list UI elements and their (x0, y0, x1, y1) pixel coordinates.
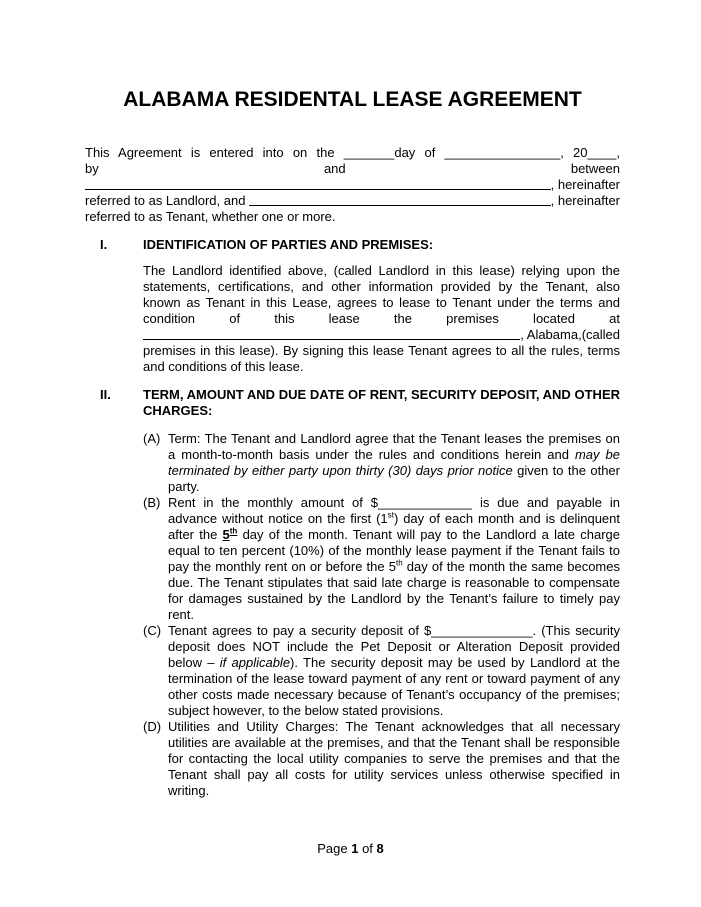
called-label: (called (581, 327, 620, 343)
intro-line-date: This Agreement is entered into on the _______day of ________________, 20____, (85, 145, 620, 161)
section-2-items (143, 431, 620, 799)
intro-line-tenant-note: referred to as Tenant, whether one or more. (85, 209, 336, 225)
clause-security-deposit-text: Tenant agrees to pay a security deposit of $______________. (This security deposit does NOT include the Pet Deposit or Alteration Deposit provided below – if applicable). The security deposit may be used by Landlord at the termination of the lease toward payment of any rent or toward payment of any other costs made necessary because of Tenant’s occupancy of the premises; subject however, to the below stated provisions. (168, 623, 620, 719)
premises-address-blank (143, 339, 520, 340)
intro-line-tenant-blank (85, 193, 620, 209)
intro-and-label: and (323, 161, 346, 177)
section-1-number: I. (100, 237, 108, 253)
clause-term (143, 431, 620, 495)
referred-landlord-label: referred to as Landlord, and (85, 193, 250, 209)
clause-utilities-text: Utilities and Utility Charges: The Tenant acknowledges that all necessary utilities are available at the premises, and that the Tenant shall be responsible for contacting the local utility companies to serve the premises and that the Tenant shall pay all costs for utility services unless otherwise specified in writing. (168, 719, 620, 799)
document-title: ALABAMA RESIDENTAL LEASE AGREEMENT (123, 88, 582, 111)
section-2-number: II. (100, 387, 111, 403)
alabama-label: , Alabama, (520, 327, 582, 343)
clause-term-text: Term: The Tenant and Landlord agree that the Tenant leases the premises on a month-to-month basis under the rules and conditions herein and may be terminated by either party upon thirty (30) days prior notice given to the other party. (168, 431, 620, 495)
intro-between-label: between (570, 161, 620, 177)
section-2-title: TERM, AMOUNT AND DUE DATE OF RENT, SECURITY DEPOSIT, AND OTHER CHARGES: (143, 387, 620, 419)
clause-term-label: (A) (143, 431, 161, 447)
clause-security-deposit-label: (C) (143, 623, 162, 639)
intro-line-landlord-blank (85, 177, 620, 193)
hereinafter-label-1: , hereinafter (550, 177, 620, 193)
clause-utilities (143, 719, 620, 799)
clause-utilities-label: (D) (143, 719, 162, 735)
intro-by-label: by (85, 161, 99, 177)
section-1-title: IDENTIFICATION OF PARTIES AND PREMISES: (143, 237, 434, 253)
intro-line-parties (85, 161, 620, 177)
page-number-footer: Page 1 of 8 (317, 841, 384, 856)
section-1-body (143, 263, 620, 375)
clause-rent (143, 495, 620, 623)
clause-security-deposit (143, 623, 620, 719)
tenant-name-blank (249, 205, 551, 206)
clause-rent-label: (B) (143, 495, 161, 511)
section-2-heading (100, 387, 620, 419)
section-1-paragraph-2: premises in this lease). By signing this lease Tenant agrees to all the rules, terms and conditions of this lease. (143, 343, 620, 375)
landlord-name-blank (85, 189, 551, 190)
hereinafter-label-2: , hereinafter (550, 193, 620, 209)
intro-paragraph (85, 145, 620, 225)
section-1-paragraph-1: The Landlord identified above, (called Landlord in this lease) relying upon the statements, certifications, and other information provided by the Tenant, also known as Tenant in this Lease, agrees to lease to Tenant under the terms and condition of this lease the premises located at (143, 263, 620, 327)
section-1-heading (100, 237, 620, 253)
section-1-address-line (143, 327, 620, 343)
clause-rent-text: Rent in the monthly amount of $_____________ is due and payable in advance without notice on the first (1st) day of each month and is delinquent after the 5th day of the month. Tenant will pay to the Landlord a late charge equal to ten percent (10%) of the monthly lease payment if the Tenant fails to pay the monthly rent on or before the 5th day of the month the same becomes due. The Tenant stipulates that said late charge is reasonable to compensate for damages sustained by the Landlord by the Tenant’s failure to timely pay rent. (168, 495, 621, 623)
